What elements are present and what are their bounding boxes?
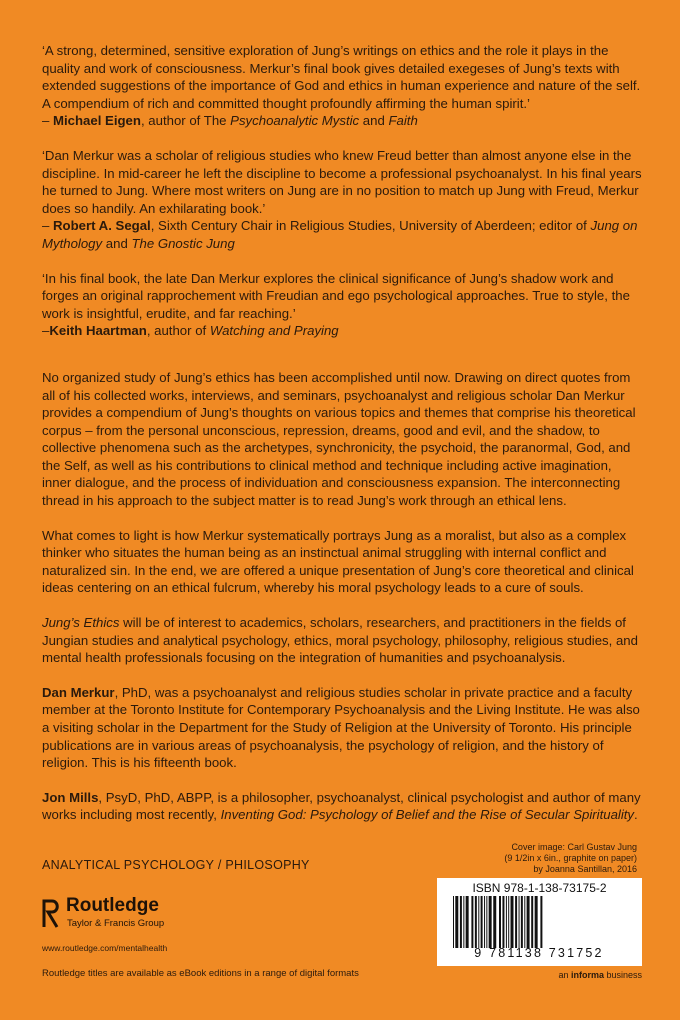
- blurb-quote: ‘Dan Merkur was a scholar of religious studies who knew Freud better than almost anyone else in the discipline. In mid-career he left the discipline to become a professional psychoanalyst. In his final years he turned to Jung. Where most writers on Jung are in no position to match up Jung with Freud, Merkur does so handily. An exhilarating book.’: [42, 147, 642, 216]
- barcode-bar: [502, 896, 504, 948]
- informa-note: an informa business: [558, 970, 642, 980]
- barcode-bar: [540, 896, 542, 948]
- author-bio-merkur: Dan Merkur, PhD, was a psychoanalyst and religious studies scholar in private practice and a faculty member at the Toronto Institute for Contemporary Psychoanalysis and the Living Institute. He was also a visiting scholar in the Department for the Study of Religion at the University of Toronto. His principle publications are in various areas of psychoanalysis, the psychology of religion, and the history of religion. This is his fifteenth book.: [42, 684, 640, 771]
- barcode-bar: [519, 896, 520, 948]
- barcode-bar: [493, 896, 496, 948]
- blurb-eigen: ‘A strong, determined, sensitive exploration of Jung’s writings on ethics and the role it plays in the quality and work of consciousness. Merkur’s final book gives detailed exegeses of Jung’s texts with extended suggestions of the importance of God and ethics in human experience and nature of the self. A compendium of rich and committed thought profoundly affirming the human spirit.’ – Michael Eigen, author of The Psychoanalytic Mystic and Faith: [42, 43, 641, 129]
- barcode-bar: [475, 896, 477, 948]
- publisher-name: Routledge: [66, 895, 159, 916]
- routledge-r-icon: [42, 897, 62, 929]
- publisher-url: www.routledge.com/mentalhealth: [42, 943, 168, 953]
- barcode-bar: [535, 896, 538, 948]
- barcode-bar: [463, 896, 464, 948]
- publisher-group: Taylor & Francis Group: [67, 918, 165, 929]
- subject-category: ANALYTICAL PSYCHOLOGY / PHILOSOPHY: [42, 858, 310, 872]
- author-bio-mills: Jon Mills, PsyD, PhD, ABPP, is a philosopher, psychoanalyst, clinical psychologist and author of many works including most recently, Inventing God: Psychology of Belief and the Rise of Secular Spirituality.: [42, 789, 641, 823]
- barcode-bar: [508, 896, 509, 948]
- barcode-bar: [455, 896, 458, 948]
- ebook-note: Routledge titles are available as eBook editions in a range of digital formats: [42, 968, 359, 979]
- barcode-bar: [453, 896, 454, 948]
- barcode-bar: [515, 896, 517, 948]
- barcode-bar: [531, 896, 533, 948]
- barcode-bar: [521, 896, 523, 948]
- barcode-bar: [527, 896, 530, 948]
- blurb-quote: ‘In his final book, the late Dan Merkur explores the clinical significance of Jung’s shadow work and forges an original rapprochement with Freudian and ego psychological approaches. True to style, the work is insightful, erudite, and far reaching.’: [42, 270, 630, 321]
- description-paragraph-1: No organized study of Jung’s ethics has been accomplished until now. Drawing on direct quotes from all of his collected works, interviews, and seminars, psychoanalyst and religious scholar Dan Merkur provides a compendium of Jung’s thoughts on various topics and themes that comprise his theoretical corpus – from the personal unconscious, repression, dreams, good and evil, and the shadow, to collective phenomena such as the archetypes, synchronicity, the psychoid, the paranormal, God, and the Self, as well as his contributions to clinical method and technique including active imagination, inner dialogue, and the process of individuation and consciousness expansion. The interconnecting thread in his approach to the subject matter is to read Jung’s work through an ethical lens.: [42, 369, 636, 509]
- blurb-quote: ‘A strong, determined, sensitive exploration of Jung’s writings on ethics and the role it plays in the quality and work of consciousness. Merkur’s final book gives detailed exegeses of Jung’s texts with extended suggestions of the importance of God and ethics in human experience and nature of the self. A compendium of rich and committed thought profoundly affirming the human spirit.’: [42, 43, 641, 111]
- isbn-barcode: [437, 878, 642, 966]
- barcode-bar: [481, 896, 483, 948]
- blurb-segal: ‘Dan Merkur was a scholar of religious studies who knew Freud better than almost anyone else in the discipline. In mid-career he left the discipline to become a professional psychoanalyst. In his final years he turned to Jung. Where most writers on Jung are in no position to match up Jung with Freud, Merkur does so handily. An exhilarating book.’ – Robert A. Segal, Sixth Century Chair in Religious Studies, University of Aberdeen; editor of Jung on Mythology and The Gnostic Jung: [42, 147, 642, 251]
- barcode-bar: [466, 896, 469, 948]
- barcode-bar: [486, 896, 487, 948]
- blurb-author: Robert A. Segal: [53, 218, 151, 234]
- blurb-haartman: ‘In his final book, the late Dan Merkur explores the clinical significance of Jung’s shadow work and forges an original rapprochement with Freudian and ego psychological approaches. True to style, the work is insightful, erudite, and far reaching.’ –Keith Haartman, author of Watching and Praying: [42, 270, 630, 339]
- back-cover-text: [42, 42, 642, 841]
- barcode-bar: [460, 896, 462, 948]
- description-paragraph-2: What comes to light is how Merkur systematically portrays Jung as a moralist, but also as a complex thinker who situates the human being as an instinctual animal struggling with internal conflict and naturalized sin. In the end, we are offered a unique presentation of Jung’s core theoretical and clinical ideas centering on an ethical fulcrum, whereby his moral psychology leads to a cure of souls.: [42, 527, 634, 596]
- barcode-bar: [471, 896, 473, 948]
- blurb-author: Keith Haartman: [49, 323, 147, 339]
- barcode-bar: [484, 896, 485, 948]
- barcode-digits: 9 781138 731752: [474, 946, 604, 960]
- barcode-bar: [524, 896, 525, 948]
- blurb-author: Michael Eigen: [53, 113, 141, 129]
- barcode-bar: [499, 896, 501, 948]
- cover-image-credit: Cover image: Carl Gustav Jung (9 1/2in x 6in., graphite on paper) by Joanna Santillan, 2016: [504, 842, 637, 874]
- description-paragraph-3: Jung’s Ethics will be of interest to academics, scholars, researchers, and practitioners in the fields of Jungian studies and analytical psychology, ethics, moral psychology, philosophy, religious studies, and mental health professionals focusing on the integration of humanities and psychoanalysis.: [42, 615, 638, 666]
- barcode-bars: [451, 896, 631, 948]
- barcode-bar: [489, 896, 492, 948]
- barcode-bar: [511, 896, 514, 948]
- barcode-bar: [506, 896, 507, 948]
- isbn-number: ISBN 978-1-138-73175-2: [472, 881, 607, 895]
- barcode-bar: [478, 896, 479, 948]
